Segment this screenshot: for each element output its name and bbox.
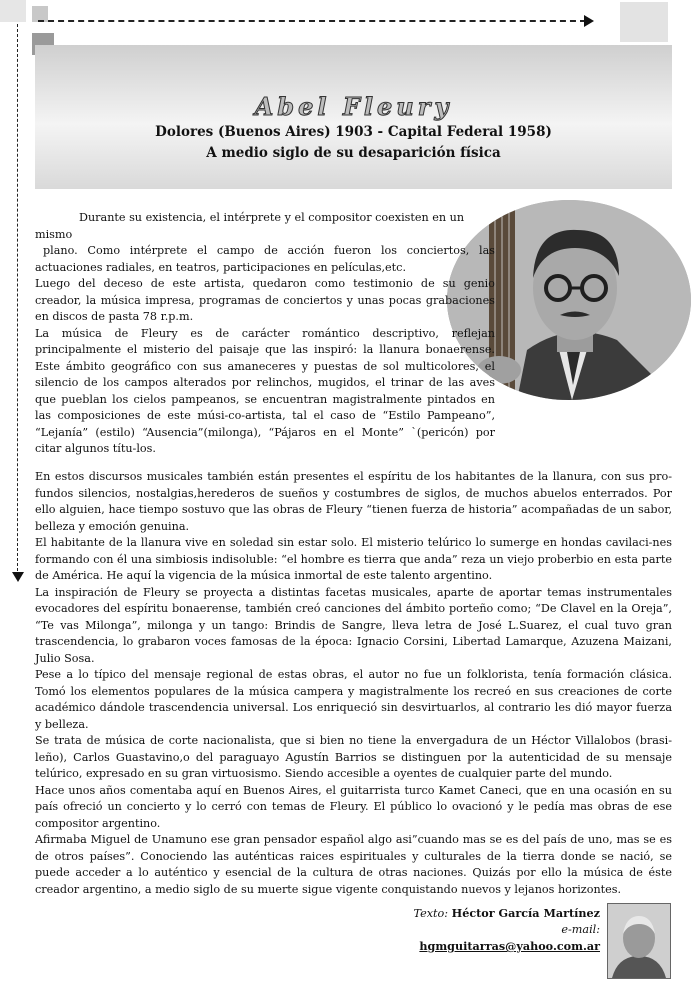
article-subtitle-tagline: A medio siglo de su desaparición física <box>206 145 501 161</box>
paragraph-line: plano. Como intérprete el campo de acción fueron los conciertos, las actuaciones radiales, en teatros, participaciones en películas,etc. <box>35 244 495 274</box>
paragraph: Se trata de música de corte nacionalista, que si bien no tiene la envergadura de un Héctor Villalobos (brasi-leño), Carlos Guastavino,o del paraguayo Agustín Barrios se distinguen por la autenticidad de su mensaje telúrico, expresado en su gran virtuosismo. Siendo accesible a oyentes de cualquier parte del mundo. <box>35 734 672 780</box>
dashed-vertical-rule <box>17 24 18 576</box>
paragraph-line: Luego del deceso de este artista, quedaron como testimonio de su genio creador, la música impresa, programas de conciertos y unas pocas grabaciones en discos de pasta 78 r.p.m. <box>35 277 495 323</box>
text-label: Texto: <box>413 907 449 920</box>
paragraph: La inspiración de Fleury se proyecta a distintas facetas musicales, aparte de aportar temas instrumentales evocadores del espíritu bonaerense, también creó canciones del ámbito porteño como; “De Clavel en la Oreja”, “Te vas Milonga”, milonga y un tango: Brindis de Sangre, lleva letra de José L.Suarez, el cual tuvo gran trascendencia, lo grabaron voces famosas de la época: Ignacio Corsini, Libertad Lamarque, Azuzena Maizani, Julio Sosa. <box>35 585 672 665</box>
corner-block-right <box>620 2 668 42</box>
author-credit <box>414 905 600 954</box>
paragraph: En estos discursos musicales también están presentes el espíritu de los habitantes de la llanura, con sus pro-fundos silencios, nostalgias,herederos de sueños y costumbres de siglos, de muchos abuelos enterrados. Por ello alguien, hace tiempo sostuvo que las obras de Fleury “tienen fuerza de historia” acompañadas de un sabor, belleza y emoción genuina. <box>35 470 672 533</box>
article-subtitle-dates: Dolores (Buenos Aires) 1903 - Capital Federal 1958) <box>155 124 552 140</box>
author-email-link[interactable]: hgmguitarras@yahoo.com.ar <box>419 939 600 953</box>
arrow-right-icon <box>584 15 594 27</box>
article-body <box>35 469 672 898</box>
paragraph-line: La música de Fleury es de carácter romántico descriptivo, reflejan principalmente el misterio del paisaje que las inspiró: la llanura bonaerense. Este ámbito geográfico con sus amaneceres y puestas de sol multicolores, el silencio de los campos alterados por relinchos, mugidos, el trinar de las aves que pueblan los cielos pampeanos, se encuentran magistralmente pintados en las composiciones de este músi-co-artista, tal el caso de “Estilo Pampeano”, “Lejanía” (estilo) “Ausencia”(milonga), “Pájaros en el Monte” `(pericón) por citar algunos títu-los. <box>35 326 495 455</box>
paragraph-intro <box>35 210 495 458</box>
author-photo <box>607 903 671 979</box>
author-illustration <box>608 904 670 978</box>
author-name: Héctor García Martínez <box>451 906 600 920</box>
arrow-down-icon <box>12 572 24 582</box>
email-label: e-mail: <box>561 923 600 936</box>
dashed-horizontal-rule <box>38 20 586 22</box>
paragraph-line: Durante su existencia, el intérprete y el compositor coexisten en un mismo <box>35 211 465 241</box>
paragraph: Pese a lo típico del mensaje regional de estas obras, el autor no fue un folklorista, tenía formación clásica. Tomó los elementos populares de la música campera y magistralmente los recreó en sus creaciones de corte académico dándole trascendencia universal. Los enriqueció sin desvirtuarlos, al contrario les dió mayor fuerza y belleza. <box>35 668 672 731</box>
paragraph: Afirmaba Miguel de Unamuno ese gran pensador español algo asi”cuando mas se es del país de uno, mas se es de otros países”. Conociendo las auténticas raices espirituales y culturales de la tierra donde se nació, se puede acceder a lo auténtico y esencial de la cultura de otras naciones. Quizás por ello la música de éste creador argentino, a medio siglo de su muerte sigue vigente conquistando nuevos y lejanos horizontes. <box>35 833 672 896</box>
paragraph: Hace unos años comentaba aquí en Buenos Aires, el guitarrista turco Kamet Caneci, que en una ocasión en su país ofreció un concierto y lo cerró con temas de Fleury. El público lo ovacionó y le pedía mas obras de ese compositor argentino. <box>35 783 672 830</box>
article-title: Abel Fleury <box>254 92 453 121</box>
paragraph: El habitante de la llanura vive en soledad sin estar solo. El misterio telúrico lo sumerge en hondas cavilaci-nes formando con él una simbiosis indisoluble: “el hombre es tierra que anda” reza un viejo proberbio en esta parte de América. He aquí la vigencia de la música inmortal de este talento argentino. <box>35 536 672 582</box>
author-line <box>414 905 600 922</box>
corner-block-left <box>0 0 26 22</box>
